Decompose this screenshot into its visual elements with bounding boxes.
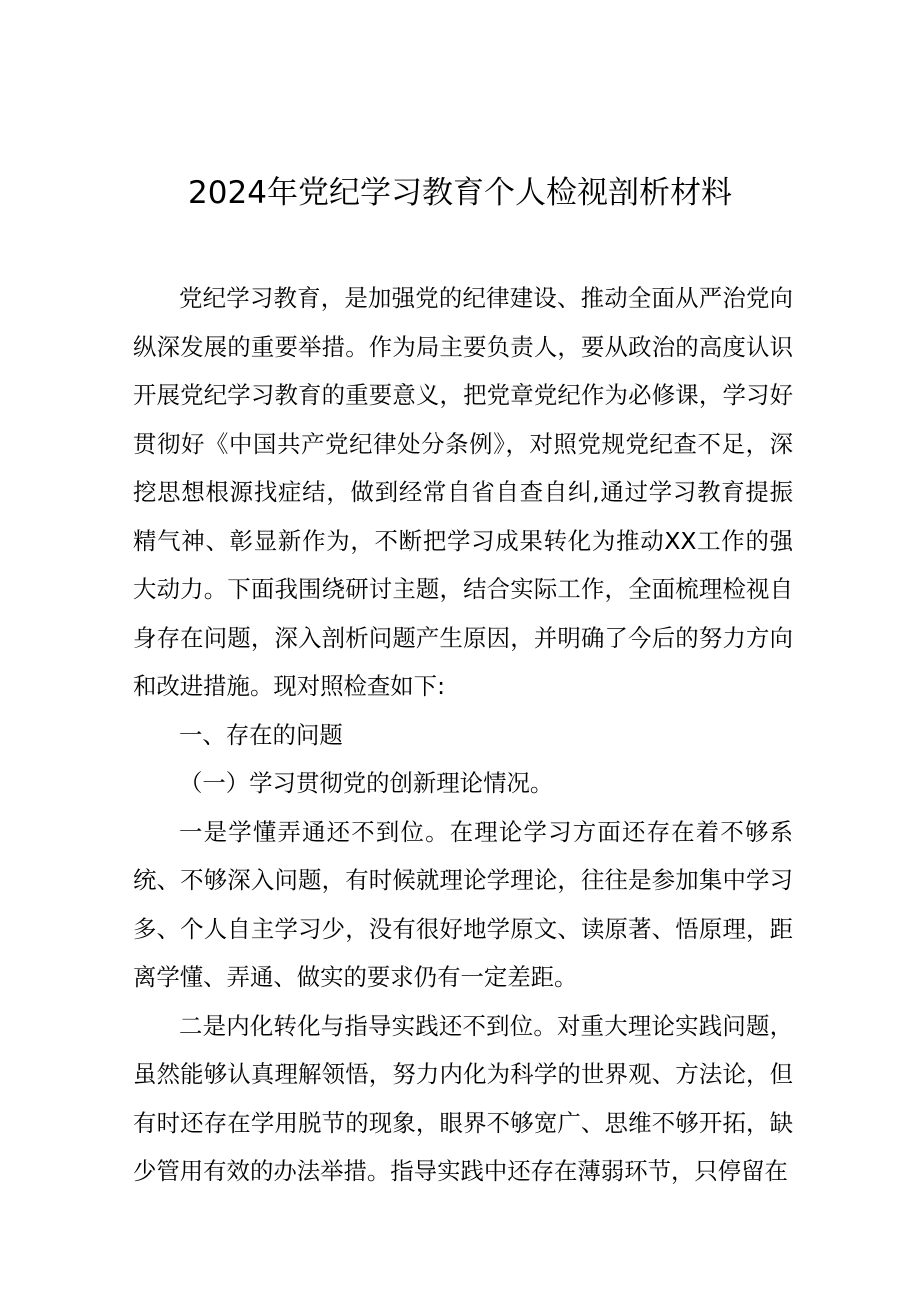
intro-paragraph: 党纪学习教育，是加强党的纪律建设、推动全面从严治党向纵深发展的重要举措。作为局主要负责人，要从政治的高度认识开展党纪学习教育的重要意义，把党章党纪作为必修课，学习好贯彻好《中国共产党纪律处分条例》，对照党规党纪查不足，深挖思想根源找症结，做到经常自省自查自纠,通过学习教育提振精气神、彰显新作为，不断把学习成果转化为推动XX工作的强大动力。下面我围绕研讨主题，结合实际工作，全面梳理检视自身存在问题，深入剖析问题产生原因，并明确了今后的努力方向和改进措施。现对照检查如下:	[133, 284, 793, 700]
section-heading: 一、存在的问题	[179, 720, 343, 749]
point-two-paragraph: 二是内化转化与指导实践还不到位。对重大理论实践问题，虽然能够认真理解领悟，努力内化为科学的世界观、方法论，但有时还存在学用脱节的现象，眼界不够宽广、思维不够开拓，缺少管用有效的办法举措。指导实践中还存在薄弱环节，只停留在	[133, 1011, 793, 1185]
subsection-heading: （一）学习贯彻党的创新理论情况。	[179, 769, 554, 797]
document-body	[133, 274, 793, 1196]
document-title: 2024年党纪学习教育个人检视剖析材料	[188, 175, 732, 211]
point-one-paragraph: 一是学懂弄通还不到位。在理论学习方面还存在着不够系统、不够深入问题，有时候就理论学理论，往往是参加集中学习多、个人自主学习少，没有很好地学原文、读原著、悟原理，距离学懂、弄通、做实的要求仍有一定差距。	[133, 817, 793, 991]
